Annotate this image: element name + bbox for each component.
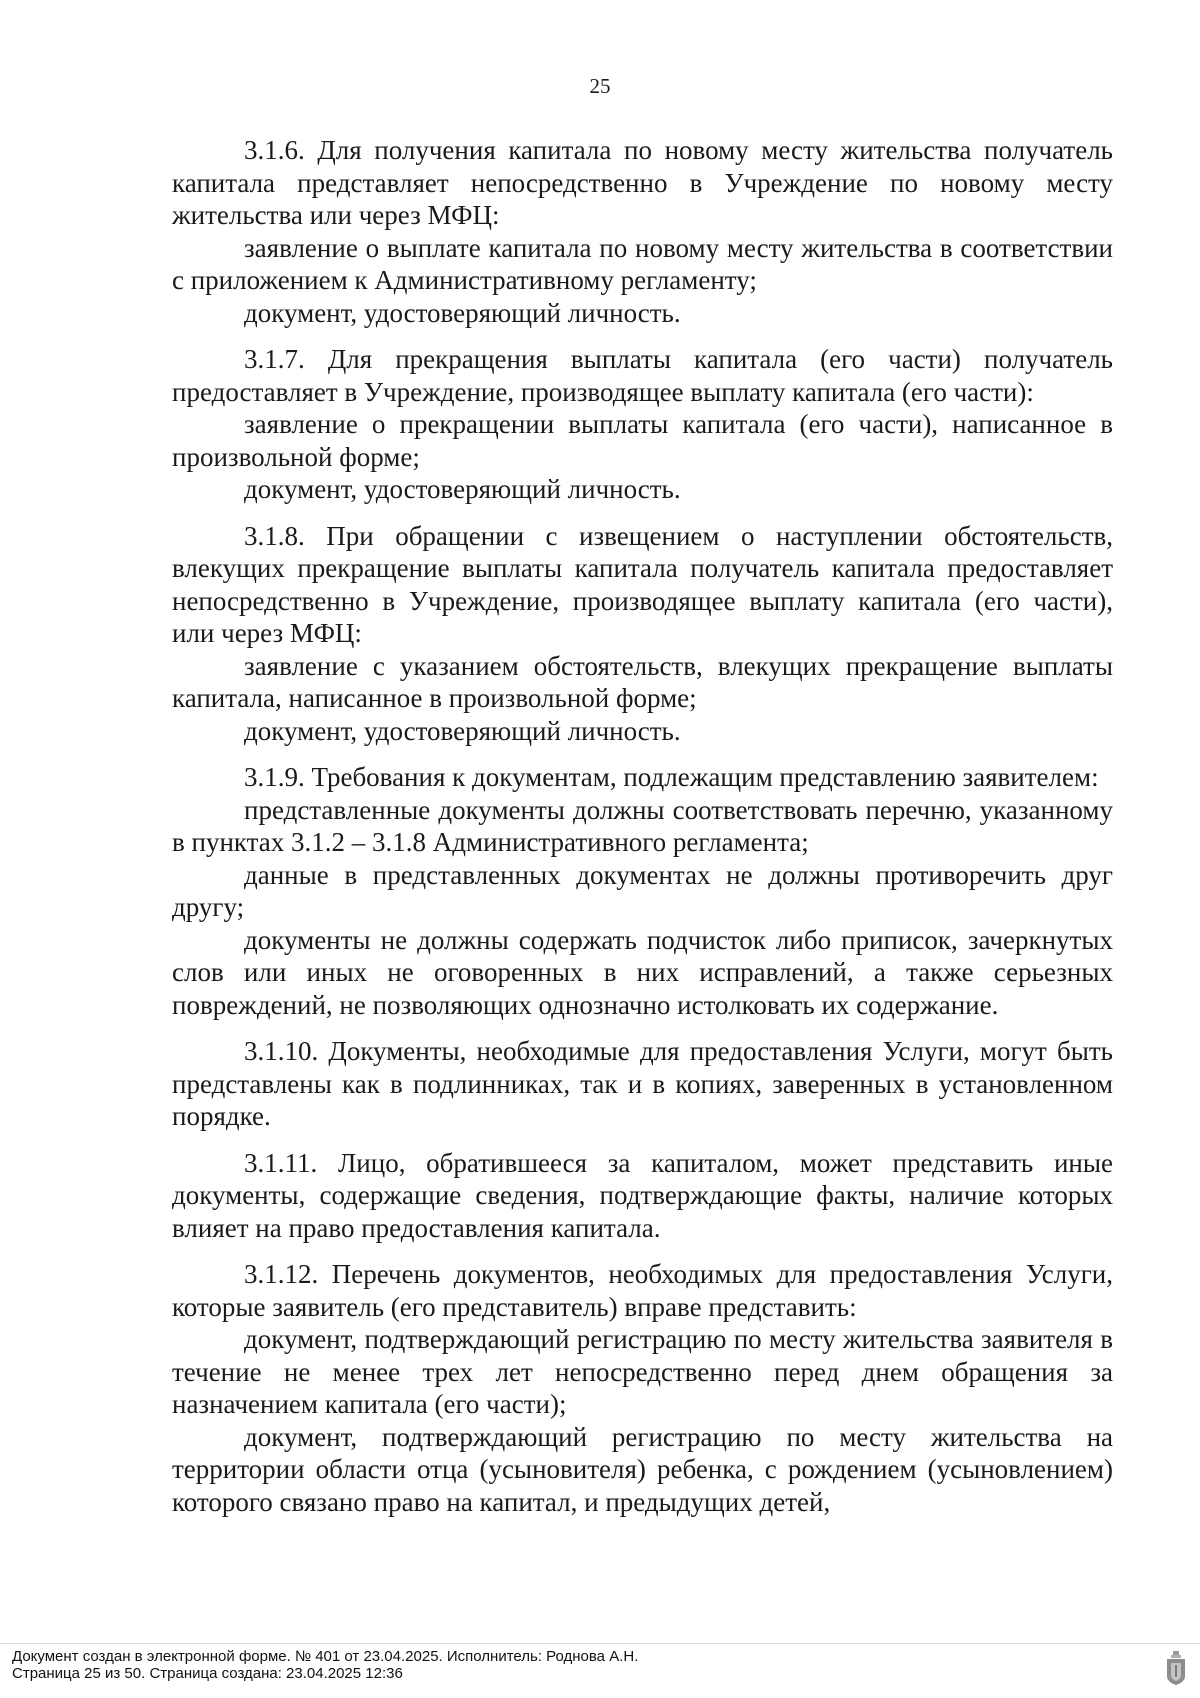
- paragraph: данные в представленных документах не должны противоречить друг другу;: [172, 859, 1113, 922]
- paragraph: заявление с указанием обстоятельств, влекущих прекращение выплаты капитала, написанное в произвольной форме;: [172, 650, 1113, 713]
- paragraph: документ, удостоверяющий личность.: [244, 297, 681, 328]
- section-3-1-7: [172, 343, 1113, 506]
- paragraph: 3.1.11. Лицо, обратившееся за капиталом, может представить иные документы, содержащие сведения, подтверждающие факты, наличие которых влияет на право предоставления капитала.: [172, 1147, 1113, 1243]
- paragraph: 3.1.10. Документы, необходимые для предоставления Услуги, могут быть представлены как в подлинниках, так и в копиях, заверенных в установленном порядке.: [172, 1036, 1113, 1131]
- paragraph: документ, удостоверяющий личность.: [244, 715, 681, 746]
- section-3-1-6: [172, 134, 1113, 329]
- paragraph: заявление о прекращении выплаты капитала (его части), написанное в произвольной форме;: [172, 409, 1113, 472]
- paragraph: документ, подтверждающий регистрацию по месту жительства на территории области отца (усыновителя) ребенка, с рождением (усыновлением) которого связано право на капитал, и предыдущих детей,: [172, 1421, 1113, 1517]
- document-footer: [12, 1648, 638, 1682]
- paragraph: 3.1.12. Перечень документов, необходимых для предоставления Услуги, которые заявитель (его представитель) вправе представить:: [172, 1259, 1113, 1322]
- section-3-1-9: [172, 761, 1113, 1021]
- footer-document-info: Документ создан в электронной форме. № 401 от 23.04.2025. Исполнитель: Роднова А.Н.: [12, 1648, 639, 1665]
- document-body: [172, 134, 1113, 1532]
- paragraph: 3.1.8. При обращении с извещением о наступлении обстоятельств, влекущих прекращение выплаты капитала получатель капитала предоставляет непосредственно в Учреждение, производящее выплату капитала (его части), или через МФЦ:: [172, 520, 1113, 648]
- paragraph: заявление о выплате капитала по новому месту жительства в соответствии с приложением к Административному регламенту;: [172, 232, 1113, 295]
- paragraph: документы не должны содержать подчисток либо приписок, зачеркнутых слов или иных не оговоренных в них исправлений, а также серьезных повреждений, не позволяющих однозначно истолковать их содержание.: [172, 924, 1113, 1020]
- paragraph: документ, удостоверяющий личность.: [244, 474, 681, 504]
- section-3-1-12: [172, 1258, 1113, 1518]
- page-number: 25: [589, 74, 611, 98]
- coat-of-arms-icon: [1164, 1650, 1188, 1686]
- paragraph: 3.1.6. Для получения капитала по новому месту жительства получатель капитала представляет непосредственно в Учреждение по новому месту жительства или через МФЦ:: [172, 135, 1113, 230]
- paragraph: 3.1.9. Требования к документам, подлежащим представлению заявителем:: [244, 762, 1099, 792]
- paragraph: документ, подтверждающий регистрацию по месту жительства заявителя в течение не менее трех лет непосредственно перед днем обращения за назначением капитала (его части);: [172, 1324, 1113, 1419]
- footer-divider: [0, 1643, 1200, 1644]
- section-3-1-8: [172, 520, 1113, 748]
- section-3-1-11: [172, 1147, 1113, 1245]
- coat-of-arms-icon-graphic: [1164, 1650, 1188, 1686]
- paragraph: 3.1.7. Для прекращения выплаты капитала (его части) получатель предоставляет в Учреждение, производящее выплату капитала (его части):: [172, 344, 1113, 407]
- footer-page-info: Страница 25 из 50. Страница создана: 23.04.2025 12:36: [12, 1665, 403, 1682]
- section-3-1-10: [172, 1035, 1113, 1133]
- paragraph: представленные документы должны соответствовать перечню, указанному в пунктах 3.1.2 – 3.1.8 Административного регламента;: [172, 794, 1113, 857]
